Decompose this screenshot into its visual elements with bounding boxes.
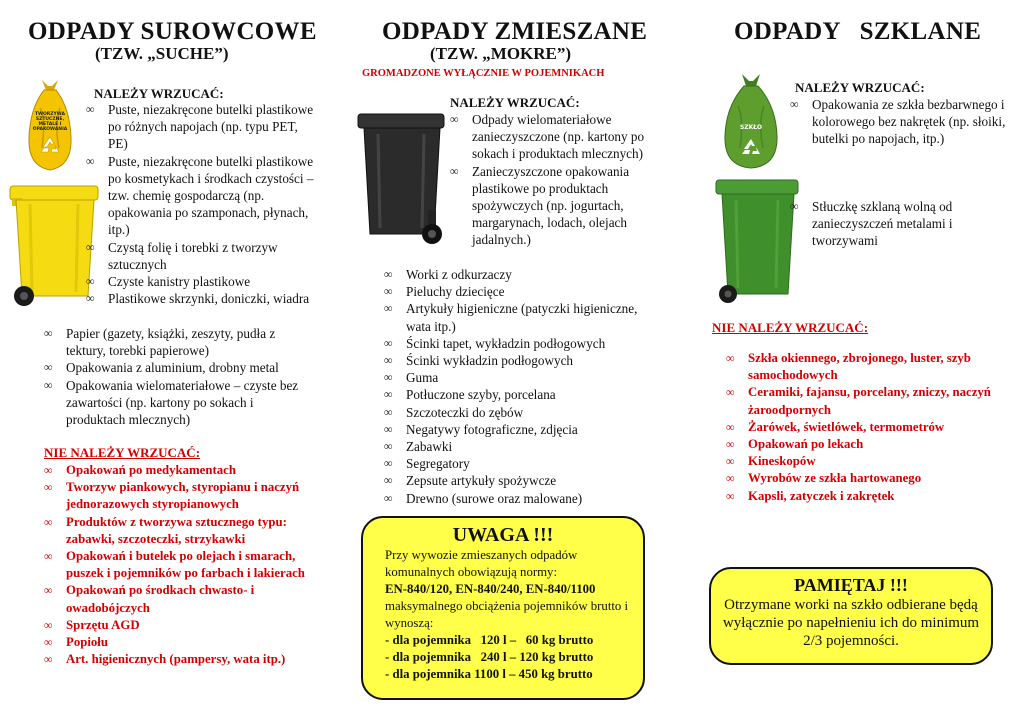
list-item: ∞ Opakowań po środkach chwasto- i owadobójczych: [44, 582, 326, 616]
list-item: ∞ Ścinki wykładzin podłogowych: [384, 352, 644, 369]
list-item: ∞ Papier (gazety, książki, zeszyty, pudła z tektury, torebki papierowe): [44, 325, 314, 359]
list-item: ∞ Kapsli, zatyczek i zakrętek: [726, 488, 996, 505]
list-item: ∞ Negatywy fotograficzne, zdjęcia: [384, 421, 644, 438]
col1-no-label: NIE NALEŻY WRZUCAĆ:: [44, 445, 201, 460]
list-item: ∞ Segregatory: [384, 455, 644, 472]
list-item: ∞ Popiołu: [44, 634, 326, 651]
list-item: ∞ Zanieczyszczone opakowania plastikowe po produktach spożywczych (np. jogurtach, margarynach, lodach, olejach jadalnych.): [450, 163, 650, 249]
black-bin-icon: [356, 110, 448, 250]
warning-row: - dla pojemnika 120 l – 60 kg brutto: [385, 633, 594, 647]
list-item: ∞ Plastikowe skrzynki, doniczki, wiadra: [86, 290, 318, 307]
col1-no-list: [44, 462, 326, 668]
list-item: ∞ Opakowania ze szkła bezbarwnego i kolorowego bez nakrętek (np. słoiki, butelki po napojach, itp.): [790, 96, 1010, 148]
col1-yes-label: NALEŻY WRZUCAĆ:: [94, 86, 224, 101]
list-item: ∞ Opakowania z aluminium, drobny metal: [44, 359, 314, 376]
list-item: ∞ Szkła okiennego, zbrojonego, luster, szyb samochodowych: [726, 350, 996, 384]
list-item: ∞ Opakowań i butelek po olejach i smarach, puszek i pojemników po farbach i lakierach: [44, 548, 326, 582]
list-item: ∞ Ścinki tapet, wykładzin podłogowych: [384, 335, 644, 352]
reminder-box: [709, 567, 993, 665]
list-item: ∞ Drewno (surowe oraz malowane): [384, 490, 644, 507]
list-item: ∞ Kineskopów: [726, 453, 996, 470]
warning-box: [361, 516, 645, 700]
warning-title: UWAGA !!!: [452, 524, 554, 546]
list-item: ∞ Worki z odkurzaczy: [384, 266, 644, 283]
list-item: ∞ Opakowania wielomateriałowe – czyste bez zawartości (np. kartony po sokach i produktach mlecznych): [44, 377, 314, 429]
col3-yes-list-b: [790, 198, 1010, 250]
list-item: ∞ Sprzętu AGD: [44, 617, 326, 634]
list-item: ∞ Wyrobów ze szkła hartowanego: [726, 470, 996, 487]
reminder-title: PAMIĘTAJ !!!: [794, 575, 908, 595]
list-item: ∞ Żarówek, świetlówek, termometrów: [726, 419, 996, 436]
col2-note: GROMADZONE WYŁĄCZNIE W POJEMNIKACH: [362, 68, 605, 79]
green-bag-label: SZKŁO: [739, 124, 763, 131]
col1-title: ODPADY SUROWCOWE: [28, 18, 317, 45]
list-item: ∞ Pieluchy dziecięce: [384, 283, 644, 300]
col2-yes-list-b: [384, 266, 644, 507]
col1-subtitle: (TZW. „SUCHE”): [95, 44, 229, 63]
col2-yes-label: NALEŻY WRZUCAĆ:: [450, 95, 580, 110]
col3-yes-label: NALEŻY WRZUCAĆ:: [795, 80, 925, 95]
warning-row: - dla pojemnika 240 l – 120 kg brutto: [385, 650, 594, 664]
list-item: ∞ Puste, niezakręcone butelki plastikowe po kosmetykach i środkach czystości – tzw. chemię gospodarczą (np. opakowania po szamponach, płynach, itp.): [86, 153, 318, 239]
col3-yes-list-a: [790, 96, 1010, 148]
list-item: ∞ Ceramiki, fajansu, porcelany, zniczy, naczyń żaroodpornych: [726, 384, 996, 418]
list-item: ∞ Produktów z tworzywa sztucznego typu: zabawki, szczoteczki, strzykawki: [44, 514, 326, 548]
reminder-text: Otrzymane worki na szkło odbierane będą wyłącznie po napełnieniu ich do minimum 2/3 pojemności.: [722, 597, 980, 649]
list-item: ∞ Czystą folię i torebki z tworzyw sztucznych: [86, 239, 318, 273]
col1-yes-list-b: [44, 325, 314, 428]
col1-yes-list-a: [86, 101, 318, 307]
warning-line1: Przy wywozie zmieszanych odpadów komunalnych obowiązują normy:: [385, 548, 578, 579]
col3-no-label: NIE NALEŻY WRZUCAĆ:: [712, 320, 869, 335]
col2-title: ODPADY ZMIESZANE: [382, 18, 648, 45]
list-item: ∞ Guma: [384, 369, 644, 386]
col3-title: ODPADY SZKLANE: [734, 18, 982, 45]
warning-row: - dla pojemnika 1100 l – 450 kg brutto: [385, 667, 593, 681]
list-item: ∞ Zepsute artykuły spożywcze: [384, 472, 644, 489]
green-bag-icon: [722, 72, 780, 172]
recycle-icon: [741, 138, 761, 156]
list-item: ∞ Opakowań po medykamentach: [44, 462, 326, 479]
list-item: ∞ Opakowań po lekach: [726, 436, 996, 453]
list-item: ∞ Szczoteczki do zębów: [384, 404, 644, 421]
list-item: ∞ Puste, niezakręcone butelki plastikowe po różnych napojach (np. typu PET, PE): [86, 101, 318, 153]
warning-line2: maksymalnego obciążenia pojemników brutto i wynoszą:: [385, 599, 629, 630]
list-item: ∞ Artykuły higieniczne (patyczki higieniczne, wata itp.): [384, 300, 644, 334]
col2-yes-list-a: [450, 111, 650, 249]
list-item: ∞ Stłuczkę szklaną wolną od zanieczyszczeń metalami i tworzywami: [790, 198, 1010, 250]
yellow-bag-label: TWORZYWA SZTUCZNE, METALE I OPAKOWANIA: [32, 112, 68, 132]
list-item: ∞ Zabawki: [384, 438, 644, 455]
warning-norms: EN-840/120, EN-840/240, EN-840/1100: [385, 582, 596, 596]
col3-no-list: [726, 350, 996, 505]
list-item: ∞ Odpady wielomateriałowe zanieczyszczone (np. kartony po sokach i produktach mlecznych): [450, 111, 650, 163]
col2-subtitle: (TZW. „MOKRE”): [430, 44, 572, 63]
list-item: ∞ Potłuczone szyby, porcelana: [384, 386, 644, 403]
list-item: ∞ Czyste kanistry plastikowe: [86, 273, 318, 290]
recycle-icon: [40, 136, 60, 154]
list-item: ∞ Tworzyw piankowych, styropianu i naczyń jednorazowych styropianowych: [44, 479, 326, 513]
list-item: ∞ Art. higienicznych (pampersy, wata itp.): [44, 651, 326, 668]
